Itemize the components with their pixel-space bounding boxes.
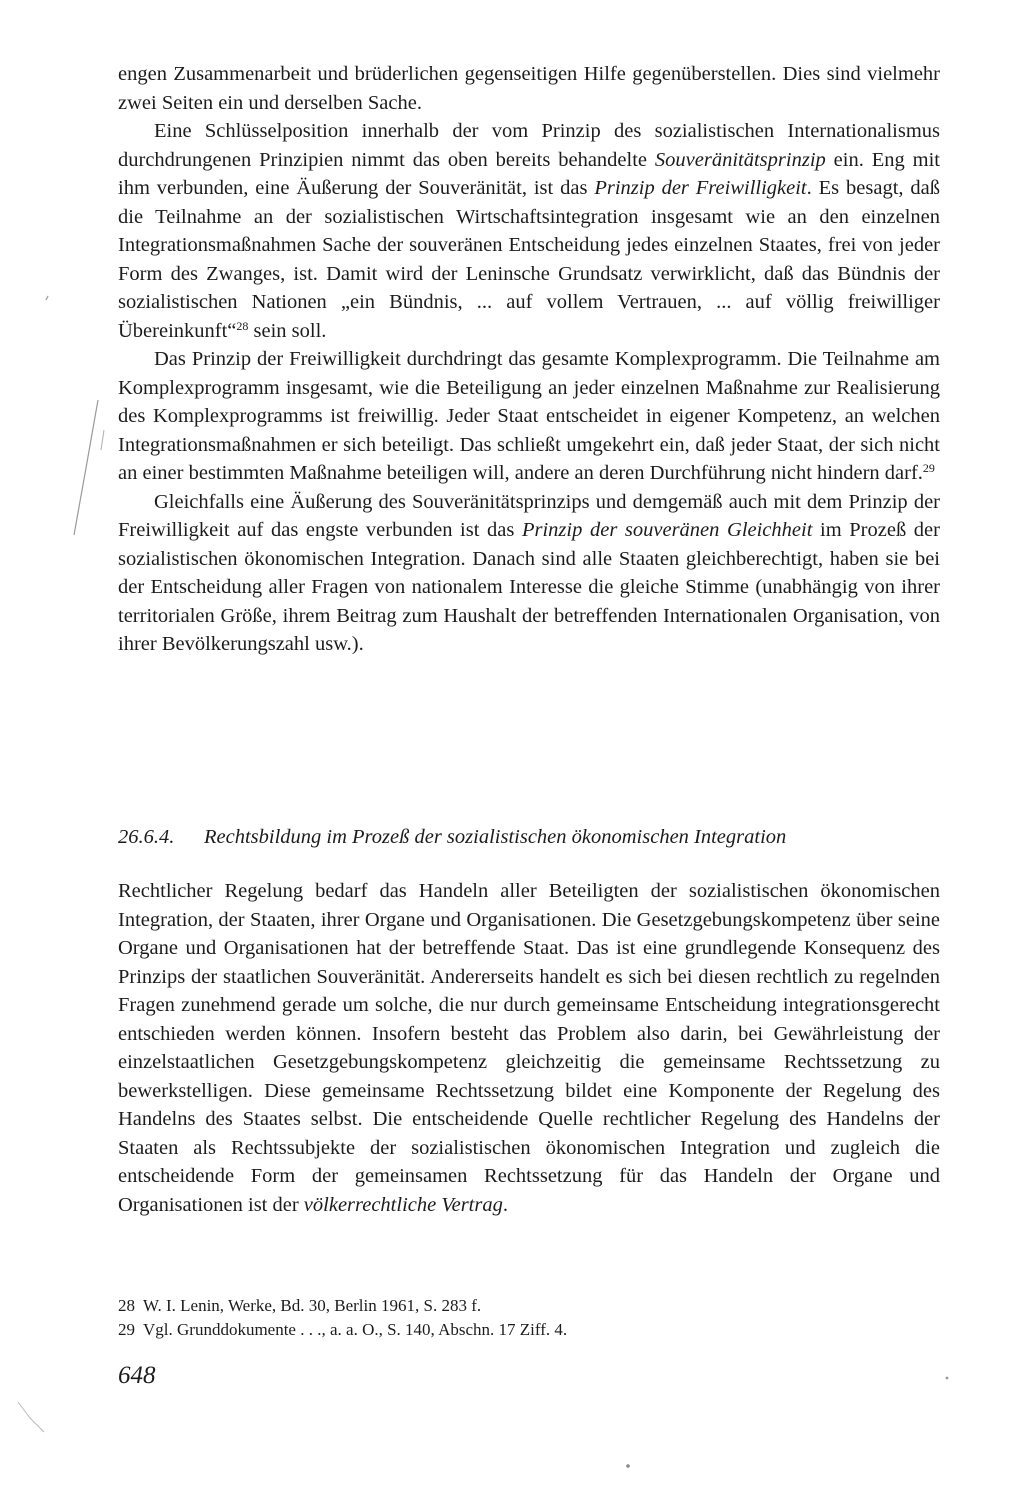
footnotes <box>118 1294 940 1342</box>
section-paragraph-1: Rechtlicher Regelung bedarf das Handeln aller Beteiligten der sozialistischen ökonomischen Integration, der Staaten, ihrer Organe und Organisationen. Die Gesetzgebungskompetenz über seine Organe und Organisationen hat der betreffende Staat. Das ist eine grundlegende Konsequenz des Prinzips der staatlichen Souveränität. Andererseits handelt es sich bei diesen rechtlich zu regelnden Fragen zunehmend gerade um solche, die nur durch gemeinsame Entscheidung integrationsgerecht entschieden werden können. Insofern besteht das Problem also darin, bei Gewährleistung der einzelstaatlichen Gesetzgebungskompetenz gleichzeitig die gemeinsame Rechtssetzung zu bewerkstelligen. Diese gemeinsame Rechtssetzung bildet eine Komponente der Regelung des Handelns des Staates selbst. Die entscheidende Quelle rechtlicher Regelung des Handelns der Staaten als Rechtssubjekte der sozialistischen ökonomischen Integration und zugleich die entscheidende Form der gemeinsamen Rechtssetzung für das Handeln der Organe und Organisationen ist der völkerrechtliche Vertrag. <box>118 880 940 1216</box>
body-text <box>118 60 940 659</box>
paragraph-4: Gleichfalls eine Äußerung des Souveränitätsprinzips und demgemäß auch mit dem Prinzip der Freiwilligkeit auf das engste verbunden ist das Prinzip der souveränen Gleichheit im Prozeß der sozialistischen ökonomischen Integration. Danach sind alle Staaten gleichberechtigt, haben sie bei der Entscheidung aller Fragen von nationalem Interesse die gleiche Stimme (unabhängig von ihrer territorialen Größe, ihrem Beitrag zum Haushalt der betreffenden Internationalen Organisation, von ihrer Bevölkerungszahl usw.). <box>118 490 940 655</box>
paragraph-3: Das Prinzip der Freiwilligkeit durchdringt das gesamte Komplexprogramm. Die Teilnahme am Komplexprogramm insgesamt, wie die Beteiligung an jeder einzelnen Maßnahme zur Realisierung des Komplexprogramms ist freiwillig. Jeder Staat entscheidet in eigener Kompetenz, an welchen Integrationsmaßnahmen er sich beteiligt. Das schließt umgekehrt ein, daß jeder Staat, der sich nicht an einer bestimmten Maßnahme beteiligen will, andere an deren Durchführung nicht hindern darf.$^{29}$ <box>118 348 940 484</box>
section-title: Rechtsbildung im Prozeß der sozialistischen ökonomischen Integration <box>204 826 787 848</box>
emphasis-prinzip-freiwilligkeit: Prinzip der Freiwilligkeit <box>594 177 807 199</box>
paragraph-2: Eine Schlüsselposition innerhalb der vom Prinzip des sozialistischen Internationalismus durchdrungenen Prinzipien nimmt das oben bereits behandelte Souveränitätsprinzip ein. Eng mit ihm verbunden, eine Äußerung der Souveränität, ist das Prinzip der Freiwilligkeit. Es besagt, daß die Teilnahme an der sozialistischen Wirtschaftsintegration insgesamt wie an den einzelnen Integrationsmaßnahmen Sache der souveränen Entscheidung jedes einzelnen Staates, frei von jeder Form des Zwanges, ist. Damit wird der Leninsche Grundsatz verwirklicht, daß das Bündnis der sozialistischen Nationen „ein Bündnis, ... auf vollem Vertrauen, ... auf völlig freiwilliger Übereinkunft“$^{28}$ sein soll. <box>118 120 940 342</box>
footnote-29: 29 Vgl. Grunddokumente . . ., a. a. O., S. 140, Abschn. 17 Ziff. 4. <box>118 1320 568 1339</box>
emphasis-souveraene-gleichheit: Prinzip der souveränen Gleichheit <box>521 519 813 541</box>
footnote-28: 28 W. I. Lenin, Werke, Bd. 30, Berlin 1961, S. 283 f. <box>118 1296 482 1315</box>
footnote-ref-28: 28 <box>236 318 249 333</box>
emphasis-voelkerrechtlicher-vertrag: völkerrechtliche Vertrag <box>303 1193 503 1216</box>
paragraph-1: engen Zusammenarbeit und brüderlichen gegenseitigen Hilfe gegenüberstellen. Dies sind vielmehr zwei Seiten ein und derselben Sache. <box>118 63 940 114</box>
section-number: 26.6.4. <box>118 826 175 848</box>
section-heading <box>118 826 940 849</box>
page-number: 648 <box>118 1362 156 1389</box>
emphasis-souveraenitaetsprinzip: Souveränitätsprinzip <box>654 148 826 171</box>
section-body <box>118 877 940 1219</box>
footnote-ref-29: 29 <box>922 461 935 475</box>
